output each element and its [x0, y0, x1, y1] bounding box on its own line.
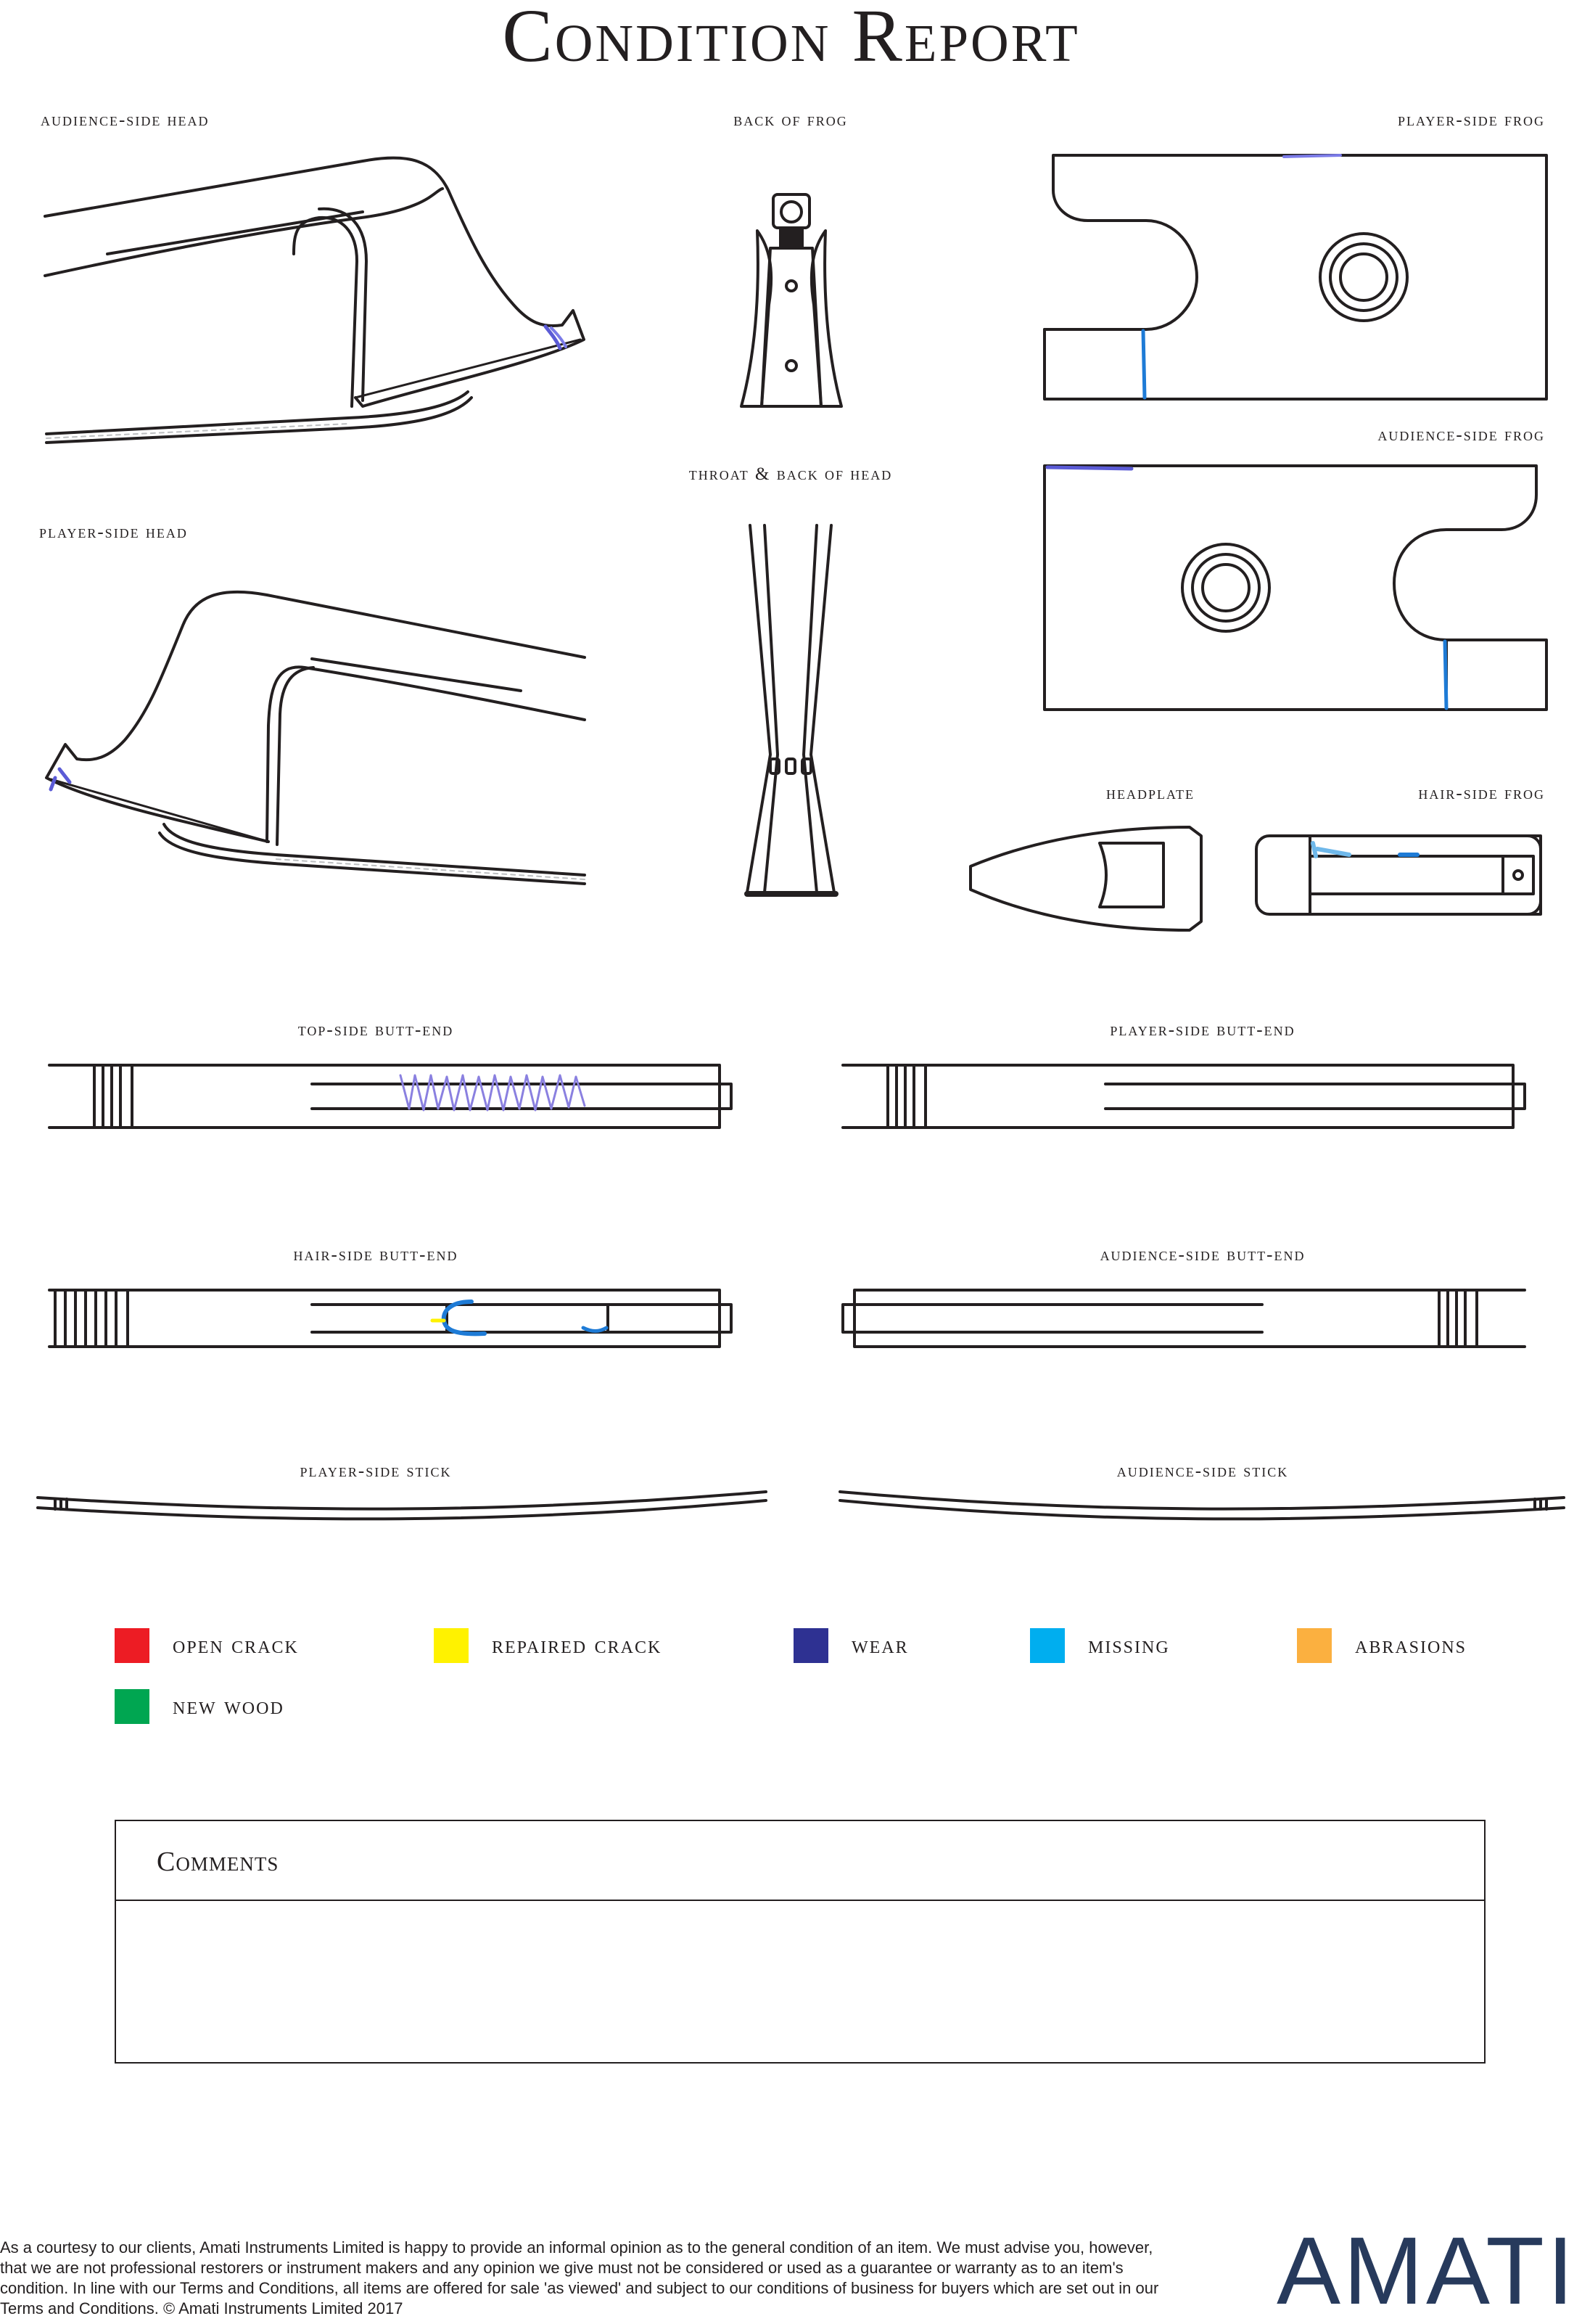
player-side-butt-end-drawing — [843, 1065, 1525, 1128]
page-title: Condition Report — [502, 0, 1080, 78]
legend-swatch — [1297, 1628, 1332, 1663]
label-audience-side-butt-end: audience-side butt-end — [1100, 1245, 1306, 1265]
legend-label: new wood — [173, 1693, 284, 1720]
label-audience-side-frog: audience-side frog — [1377, 425, 1545, 445]
label-top-side-butt-end: top-side butt-end — [297, 1020, 454, 1040]
legend-item-open-crack — [115, 1628, 299, 1663]
audience-side-head-drawing — [45, 158, 584, 443]
hair-side-frog-drawing — [1256, 836, 1541, 914]
amati-logo: AMATI — [1277, 2217, 1577, 2324]
label-player-side-stick: player-side stick — [300, 1461, 452, 1481]
legend-label: open crack — [173, 1632, 299, 1659]
player-side-frog-drawing — [1045, 155, 1546, 399]
legend-label: abrasions — [1355, 1632, 1467, 1659]
legend-item-abrasions — [1297, 1628, 1467, 1663]
audience-side-stick-drawing — [840, 1492, 1564, 1519]
legend-swatch — [1030, 1628, 1065, 1663]
throat-back-of-head-drawing — [747, 525, 836, 894]
audience-side-butt-end-drawing — [843, 1290, 1525, 1347]
label-hair-side-butt-end: hair-side butt-end — [293, 1245, 458, 1265]
legend-item-repaired-crack — [434, 1628, 662, 1663]
label-player-side-butt-end: player-side butt-end — [1110, 1020, 1295, 1040]
headplate-drawing — [971, 827, 1201, 930]
legend-item-new-wood — [115, 1689, 284, 1724]
hair-side-butt-end-drawing — [49, 1290, 731, 1347]
legend-swatch — [434, 1628, 469, 1663]
back-of-frog-drawing — [741, 194, 841, 406]
label-audience-side-head: audience-side head — [41, 110, 210, 130]
label-audience-side-stick: audience-side stick — [1116, 1461, 1289, 1481]
comments-box — [115, 1820, 1486, 2064]
legend-label: wear — [852, 1632, 909, 1659]
legend-swatch — [115, 1628, 149, 1663]
label-player-side-frog: player-side frog — [1398, 110, 1545, 130]
label-headplate: headplate — [1106, 784, 1195, 803]
player-side-stick-drawing — [38, 1492, 766, 1519]
label-player-side-head: player-side head — [39, 522, 188, 542]
label-throat-back-of-head: throat & back of head — [688, 464, 893, 484]
legend-item-wear — [794, 1628, 909, 1663]
comments-title: Comments — [157, 1847, 279, 1877]
label-hair-side-frog: hair-side frog — [1418, 784, 1545, 803]
player-side-head-drawing — [46, 592, 585, 884]
legend-swatch — [115, 1689, 149, 1724]
comments-field[interactable] — [116, 1901, 1484, 2062]
legend-swatch — [794, 1628, 828, 1663]
label-back-of-frog: back of frog — [733, 110, 848, 130]
audience-side-frog-drawing — [1045, 466, 1546, 710]
legend-label: missing — [1088, 1632, 1170, 1659]
comments-header — [116, 1821, 1484, 1901]
legend-item-missing — [1030, 1628, 1170, 1663]
top-side-butt-end-drawing — [49, 1065, 731, 1128]
legend-label: repaired crack — [492, 1632, 662, 1659]
disclaimer-text: As a courtesy to our clients, Amati Instruments Limited is happy to provide an informal opinion as to the general condition of an item. We must advise you, however, that we are not professional restorers or instrument makers and any opinion we give must not be considered or used as a guarantee or warranty as to an item's condition. In line with our Terms and Conditions, all items are offered for sale 'as viewed' and subject to our conditions of business for buyers which are set out in our Terms and Conditions. © Amati Instruments Limited 2017 — [0, 2238, 1159, 2317]
